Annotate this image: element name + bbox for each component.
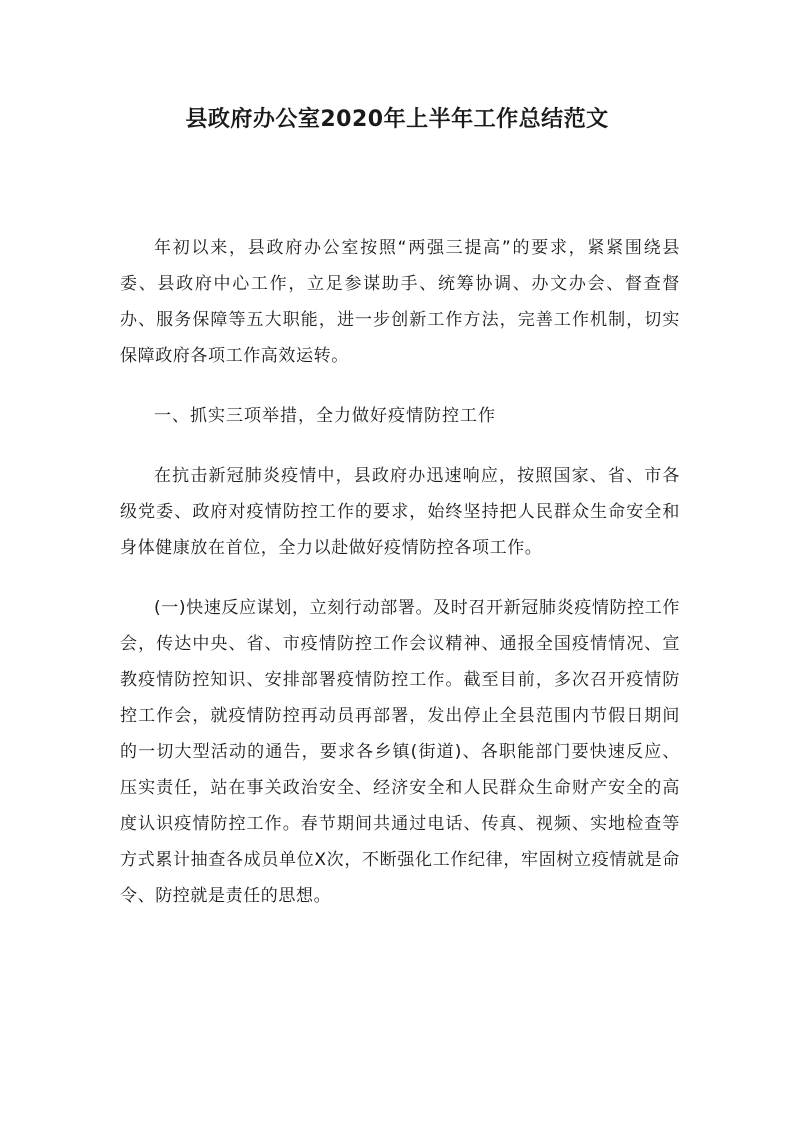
- document-title: 县政府办公室2020年上半年工作总结范文: [185, 107, 609, 132]
- subsection-paragraph: (一)快速反应谋划，立刻行动部署。及时召开新冠肺炎疫情防控工作会，传达中央、省、市疫情防控工作会议精神、通报全国疫情情况、宣教疫情防控知识、安排部署疫情防控工作。截至目前，多次召开疫情防控工作会，就疫情防控再动员再部署，发出停止全县范围内节假日期间的一切大型活动的通告，要求各乡镇(街道)、各职能部门要快速反应、压实责任，站在事关政治安全、经济安全和人民群众生命财产安全的高度认识疫情防控工作。春节期间共通过电话、传真、视频、实地检查等方式累计抽查各成员单位X次，不断强化工作纪律，牢固树立疫情就是命令、防控就是责任的思想。: [120, 598, 680, 906]
- section-heading: 一、抓实三项举措，全力做好疫情防控工作: [154, 406, 496, 426]
- intro-paragraph: 年初以来，县政府办公室按照“两强三提高”的要求，紧紧围绕县委、县政府中心工作，立足参谋助手、统筹协调、办文办会、督查督办、服务保障等五大职能，进一步创新工作方法，完善工作机制，切实保障政府各项工作高效运转。: [120, 238, 680, 366]
- document-body: [120, 230, 680, 914]
- section-paragraph: 在抗击新冠肺炎疫情中，县政府办迅速响应，按照国家、省、市各级党委、政府对疫情防控工作的要求，始终坚持把人民群众生命安全和身体健康放在首位，全力以赴做好疫情防控各项工作。: [120, 466, 680, 558]
